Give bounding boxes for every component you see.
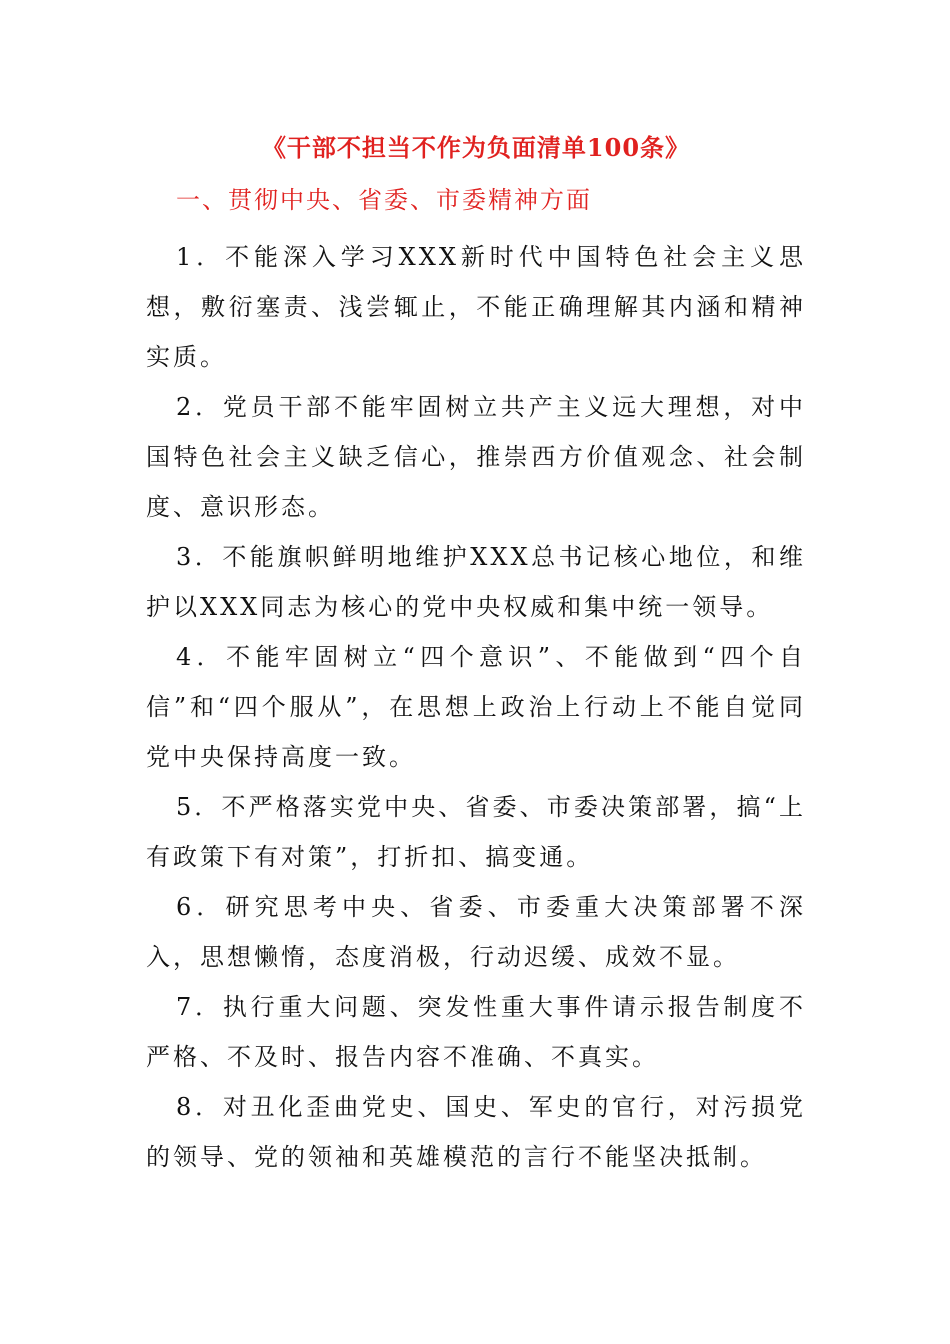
section-heading: 一、贯彻中央、省委、市委精神方面 [176, 186, 592, 214]
list-item-8: 8．对丑化歪曲党史、国史、军史的官行，对污损党的领导、党的领袖和英雄模范的言行不能坚决抵制。 [146, 1093, 806, 1171]
list-item-5: 5．不严格落实党中央、省委、市委决策部署，搞“上有政策下有对策”，打折扣、搞变通。 [146, 793, 806, 871]
list-item-7: 7．执行重大问题、突发性重大事件请示报告制度不严格、不及时、报告内容不准确、不真实。 [146, 993, 806, 1071]
list-item-6: 6．研究思考中央、省委、市委重大决策部署不深入，思想懒惰，态度消极，行动迟缓、成效不显。 [146, 893, 806, 971]
list-item-1: 1．不能深入学习XXX新时代中国特色社会主义思想，敷衍塞责、浅尝辄止，不能正确理解其内涵和精神实质。 [146, 243, 806, 371]
list-item-4: 4．不能牢固树立“四个意识”、不能做到“四个自信”和“四个服从”，在思想上政治上行动上不能自觉同党中央保持高度一致。 [146, 643, 806, 771]
document-body [146, 128, 806, 1182]
document-title: 《干部不担当不作为负面清单100条》 [261, 133, 691, 162]
list-item-3: 3．不能旗帜鲜明地维护XXX总书记核心地位，和维护以XXX同志为核心的党中央权威和集中统一领导。 [146, 543, 806, 621]
list-item-2: 2．党员干部不能牢固树立共产主义远大理想，对中国特色社会主义缺乏信心，推崇西方价值观念、社会制度、意识形态。 [146, 393, 806, 521]
